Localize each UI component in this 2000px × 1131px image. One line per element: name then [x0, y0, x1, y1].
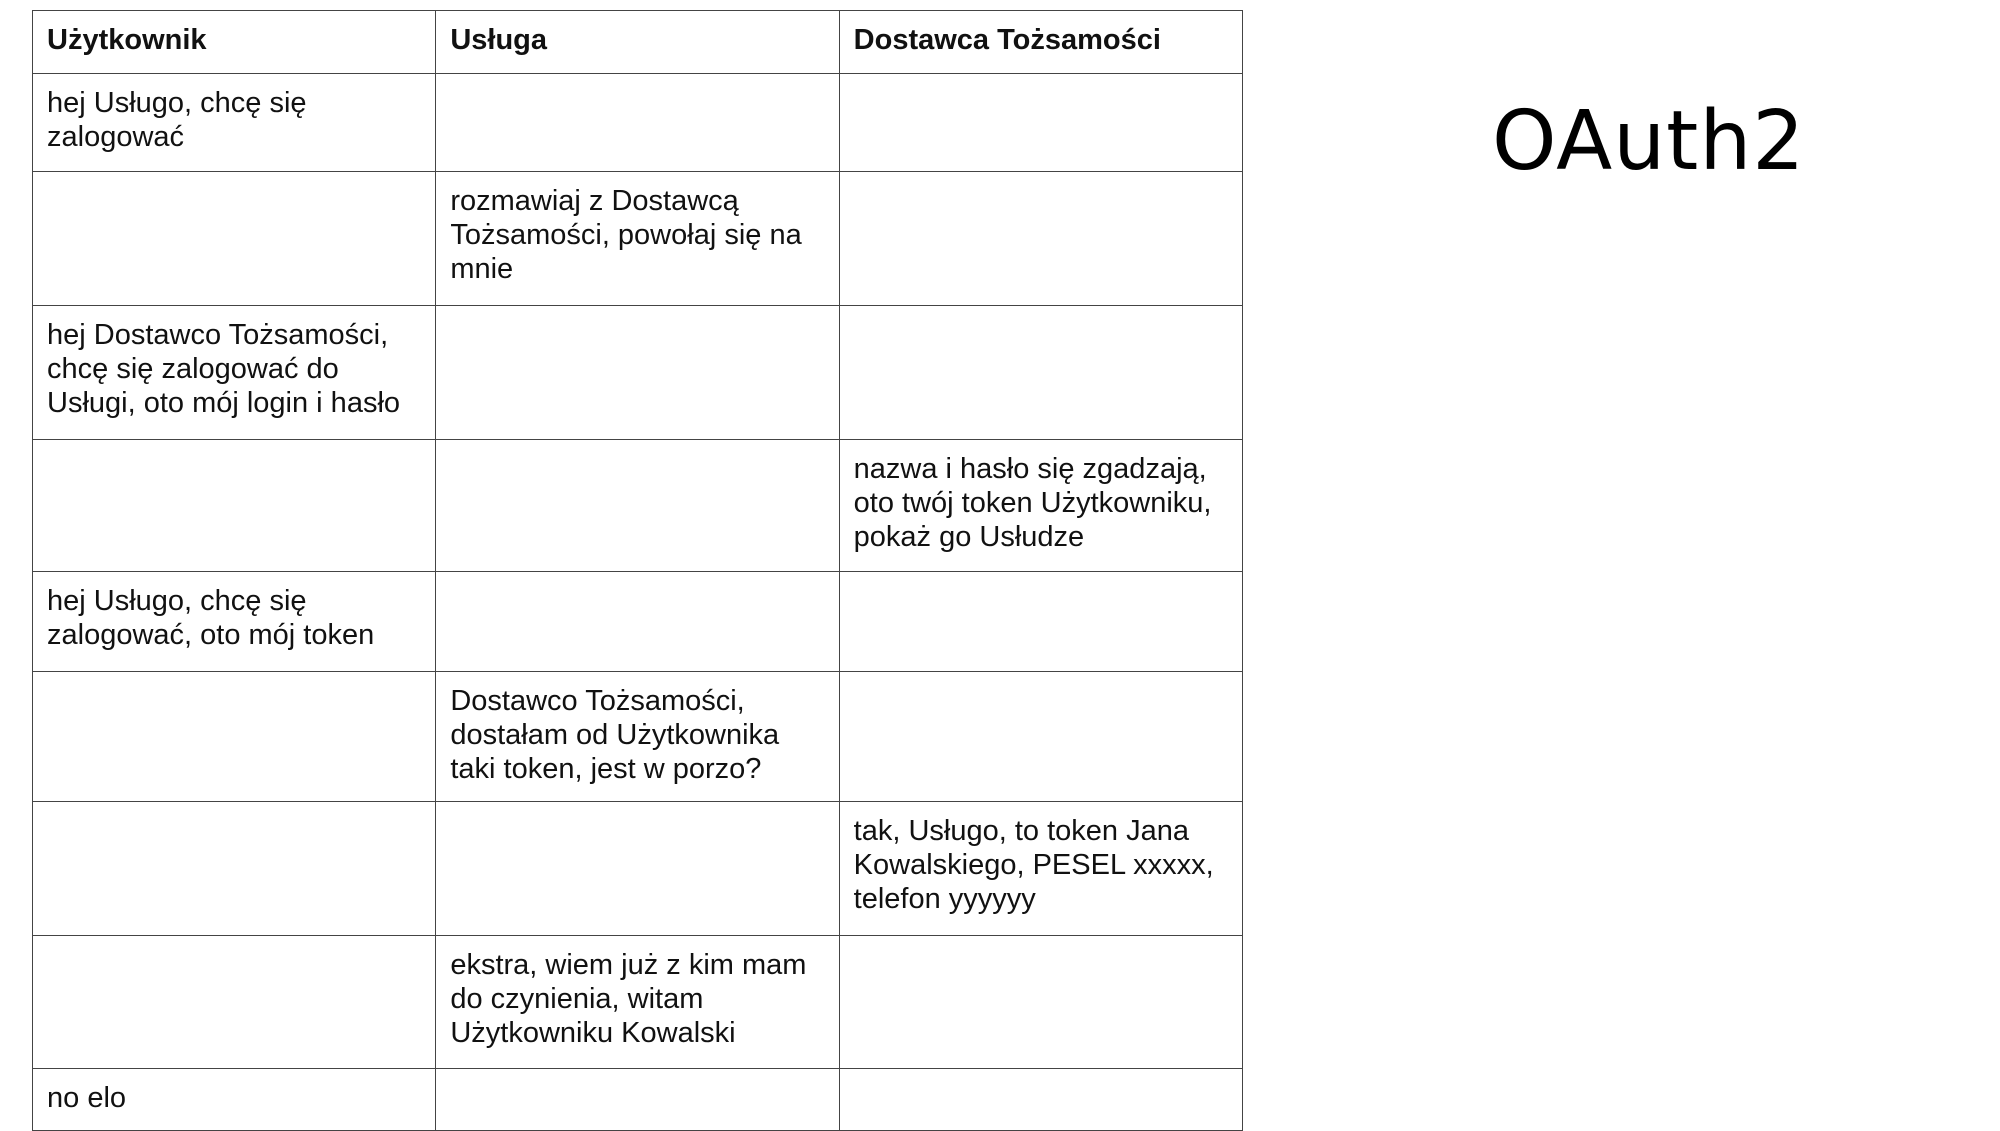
table-row [33, 936, 1243, 1069]
oauth-flow-table [32, 10, 1243, 1131]
table-cell [33, 936, 436, 1069]
table-cell: rozmawiaj z Dostawcą Tożsamości, powołaj się na mnie [436, 172, 839, 306]
table-cell [33, 172, 436, 306]
table-cell [839, 572, 1242, 672]
table-cell [436, 1069, 839, 1131]
table-row [33, 802, 1243, 936]
table-body [33, 74, 1243, 1131]
table-row [33, 1069, 1243, 1131]
table-cell: no elo [33, 1069, 436, 1131]
table-cell [436, 572, 839, 672]
table-cell [436, 440, 839, 572]
table-cell [436, 802, 839, 936]
table-row [33, 672, 1243, 802]
column-header-identity-provider: Dostawca Tożsamości [839, 11, 1242, 74]
table-cell: Dostawco Tożsamości, dostałam od Użytkownika taki token, jest w porzo? [436, 672, 839, 802]
table-row [33, 440, 1243, 572]
table-cell [33, 672, 436, 802]
table-row [33, 74, 1243, 172]
column-header-user: Użytkownik [33, 11, 436, 74]
table-row [33, 172, 1243, 306]
table-cell [839, 672, 1242, 802]
table-cell: tak, Usługo, to token Jana Kowalskiego, PESEL xxxxx, telefon yyyyyy [839, 802, 1242, 936]
table-cell [839, 936, 1242, 1069]
table-cell: hej Usługo, chcę się zalogować, oto mój token [33, 572, 436, 672]
column-header-service: Usługa [436, 11, 839, 74]
table-cell: hej Dostawco Tożsamości, chcę się zalogować do Usługi, oto mój login i hasło [33, 306, 436, 440]
table-cell [436, 306, 839, 440]
table-cell: hej Usługo, chcę się zalogować [33, 74, 436, 172]
table-cell [839, 74, 1242, 172]
table-cell [436, 74, 839, 172]
table-header [33, 11, 1243, 74]
table-row [33, 306, 1243, 440]
table-cell [839, 172, 1242, 306]
table-cell [839, 306, 1242, 440]
table-cell: nazwa i hasło się zgadzają, oto twój token Użytkowniku, pokaż go Usłudze [839, 440, 1242, 572]
header-row [33, 11, 1243, 74]
table-cell [33, 440, 436, 572]
table-cell: ekstra, wiem już z kim mam do czynienia, witam Użytkowniku Kowalski [436, 936, 839, 1069]
slide-title: OAuth2 [1492, 94, 1806, 189]
table-cell [839, 1069, 1242, 1131]
table-row [33, 572, 1243, 672]
table-cell [33, 802, 436, 936]
